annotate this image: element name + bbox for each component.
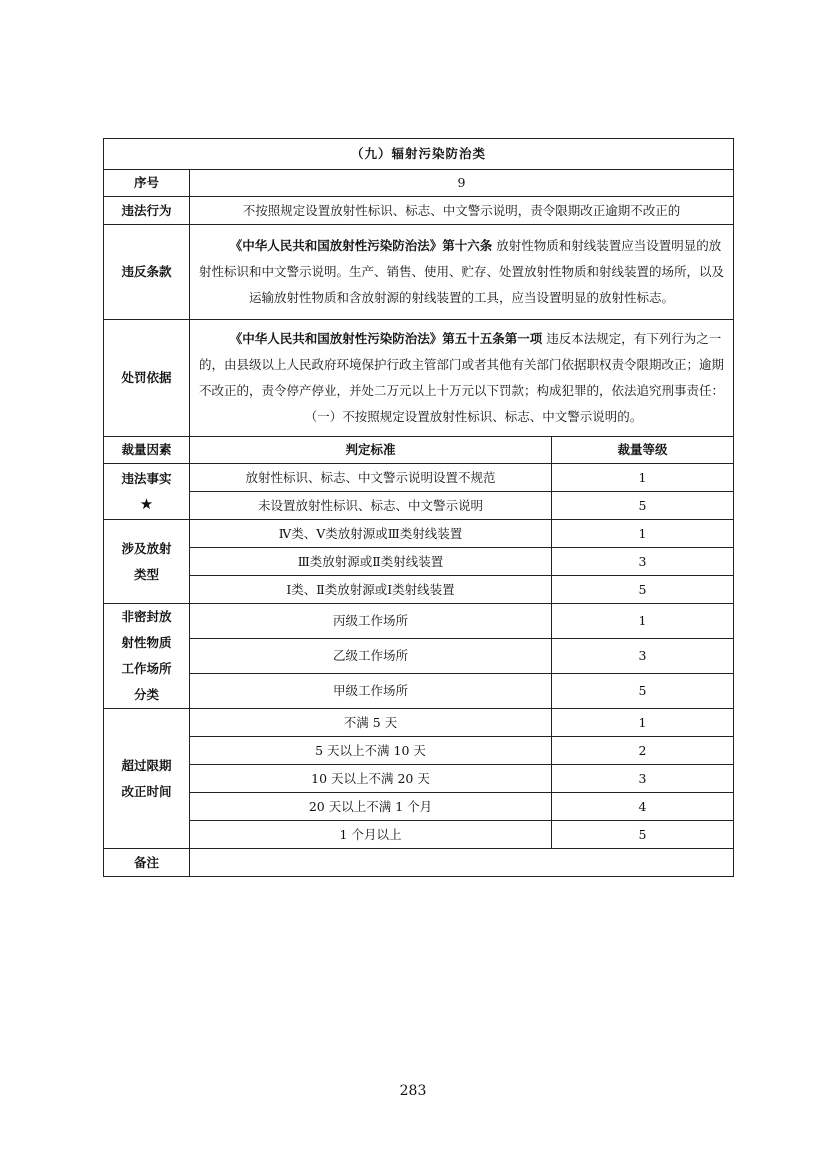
factor-name — [104, 709, 190, 849]
page-number: 283 — [399, 1083, 427, 1099]
level-cell: 5 — [552, 576, 734, 604]
factor-name-text: 涉及放射类型 — [121, 540, 172, 582]
penalty-basis-text: 违反本法规定，有下列行为之一的，由县级以上人民政府环境保护行政主管部门或者其他有关部门依据职权责令限期改正；逾期不改正的，责令停产停业，并处二万元以上十万元以下罚款；构成犯罪的，依法追究刑事责任： — [199, 331, 725, 398]
penalty-basis-content — [190, 320, 734, 437]
table-row — [104, 604, 734, 639]
remarks-label: 备注 — [104, 849, 190, 877]
level-cell: 3 — [552, 639, 734, 674]
serial-row — [104, 170, 734, 197]
table-row — [104, 765, 734, 793]
criteria-cell: 丙级工作场所 — [190, 604, 552, 639]
factor-name — [104, 604, 190, 709]
criteria-cell: 5 天以上不满 10 天 — [190, 737, 552, 765]
criteria-cell: 不满 5 天 — [190, 709, 552, 737]
criteria-cell: Ⅰ类、Ⅱ类放射源或Ⅰ类射线装置 — [190, 576, 552, 604]
criteria-cell: 未设置放射性标识、标志、中文警示说明 — [190, 492, 552, 520]
table-row — [104, 821, 734, 849]
criteria-cell: 放射性标识、标志、中文警示说明设置不规范 — [190, 464, 552, 492]
table-row — [104, 793, 734, 821]
penalty-basis-row — [104, 320, 734, 437]
level-cell: 2 — [552, 737, 734, 765]
penalty-basis-label: 处罚依据 — [104, 320, 190, 437]
factor-name-text: 非密封放射性物质工作场所分类 — [121, 609, 172, 702]
penalty-basis-lead: 《中华人民共和国放射性污染防治法》第五十五条第一项 — [229, 331, 543, 346]
discretion-table — [103, 138, 734, 877]
level-cell: 4 — [552, 793, 734, 821]
violated-clause-content — [190, 225, 734, 320]
violated-clause-lead: 《中华人民共和国放射性污染防治法》第十六条 — [229, 238, 493, 253]
remarks-row — [104, 849, 734, 877]
factor-name — [104, 464, 190, 520]
star-icon: ★ — [139, 494, 154, 513]
level-cell: 1 — [552, 520, 734, 548]
factor-header-row — [104, 437, 734, 464]
serial-value: 9 — [190, 170, 734, 197]
level-cell: 1 — [552, 709, 734, 737]
violation-row — [104, 197, 734, 225]
table-row — [104, 674, 734, 709]
violation-label: 违法行为 — [104, 197, 190, 225]
criteria-cell: 1 个月以上 — [190, 821, 552, 849]
violated-clause-row — [104, 225, 734, 320]
criteria-cell: 10 天以上不满 20 天 — [190, 765, 552, 793]
serial-label: 序号 — [104, 170, 190, 197]
penalty-basis-item: （一）不按照规定设置放射性标识、标志、中文警示说明的。 — [304, 409, 643, 424]
table-row — [104, 709, 734, 737]
violated-clause-label: 违反条款 — [104, 225, 190, 320]
criteria-cell: 甲级工作场所 — [190, 674, 552, 709]
factor-name — [104, 520, 190, 604]
table-row — [104, 520, 734, 548]
violation-text: 不按照规定设置放射性标识、标志、中文警示说明，责令限期改正逾期不改正的 — [190, 197, 734, 225]
level-cell: 5 — [552, 674, 734, 709]
table-row — [104, 737, 734, 765]
violated-clause-text: 放射性物质和射线装置应当设置明显的放射性标识和中文警示说明。生产、销售、使用、贮存、处置放射性物质和射线装置的场所，以及运输放射性物质和含放射源的射线装置的工具，应当设置明显的放射性标志。 — [199, 238, 725, 305]
criteria-cell: Ⅲ类放射源或Ⅱ类射线装置 — [190, 548, 552, 576]
table-row — [104, 548, 734, 576]
factor-name-text: 违法事实 — [121, 470, 172, 486]
remarks-value — [190, 849, 734, 877]
criteria-cell: 20 天以上不满 1 个月 — [190, 793, 552, 821]
title-row — [104, 139, 734, 170]
level-header: 裁量等级 — [552, 437, 734, 464]
table-row — [104, 639, 734, 674]
level-cell: 3 — [552, 765, 734, 793]
level-cell: 3 — [552, 548, 734, 576]
table-row — [104, 464, 734, 492]
criteria-header: 判定标准 — [190, 437, 552, 464]
level-cell: 5 — [552, 492, 734, 520]
level-cell: 5 — [552, 821, 734, 849]
factor-header: 裁量因素 — [104, 437, 190, 464]
table-row — [104, 576, 734, 604]
criteria-cell: 乙级工作场所 — [190, 639, 552, 674]
level-cell: 1 — [552, 604, 734, 639]
criteria-cell: Ⅳ类、Ⅴ类放射源或Ⅲ类射线装置 — [190, 520, 552, 548]
table-row — [104, 492, 734, 520]
table-title: （九）辐射污染防治类 — [104, 139, 734, 170]
factor-name-text: 超过限期改正时间 — [121, 757, 172, 799]
level-cell: 1 — [552, 464, 734, 492]
